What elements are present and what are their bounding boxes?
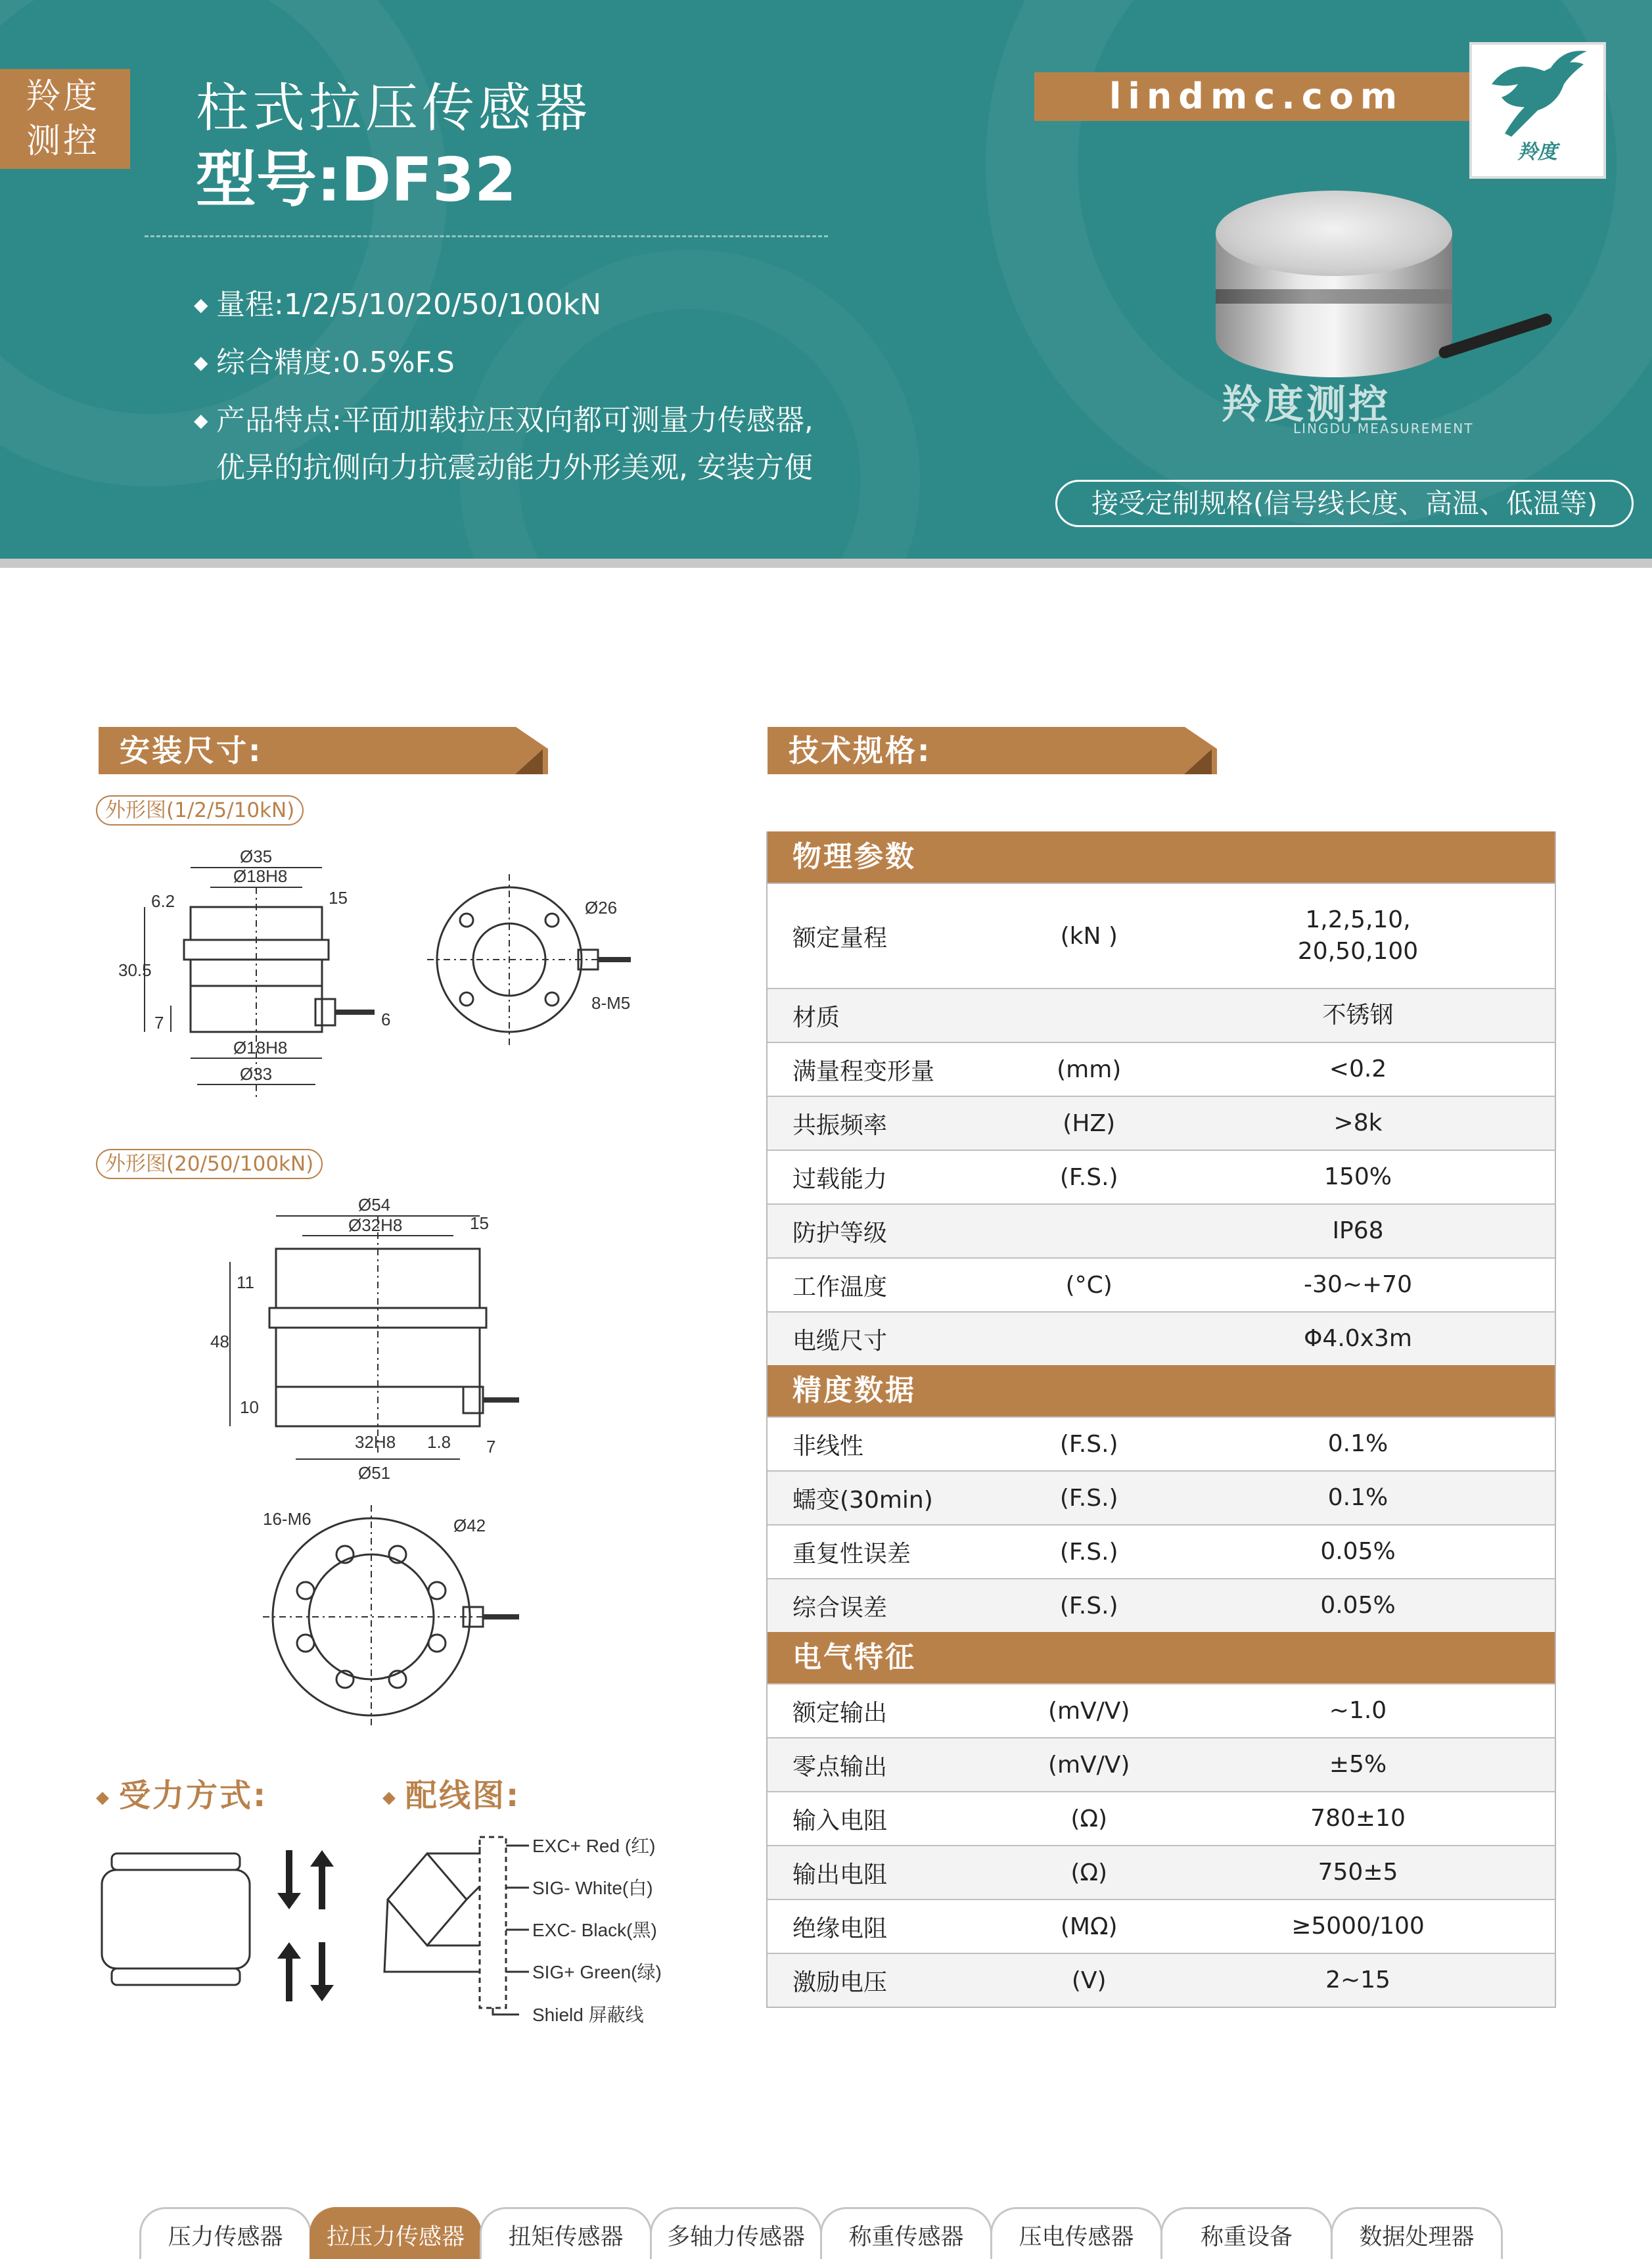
drawing-small-model bbox=[99, 835, 664, 1111]
tab-weighing-sensor[interactable]: 称重传感器 bbox=[820, 2207, 992, 2259]
spec-section-title: 技术规格: bbox=[768, 727, 1217, 774]
watermark: 羚度测控 bbox=[1222, 382, 1390, 428]
custom-spec-note: 接受定制规格(信号线长度、高温、低温等) bbox=[1055, 480, 1634, 527]
svg-text:1.8: 1.8 bbox=[427, 1432, 451, 1452]
svg-text:Ø35: Ø35 bbox=[240, 847, 273, 866]
tab-tension-compression-sensor[interactable]: 拉压力传感器 bbox=[310, 2207, 482, 2259]
spec-row: 绝缘电阻 (MΩ) ≥5000/100 bbox=[768, 1899, 1555, 1953]
svg-text:EXC+ Red (红): EXC+ Red (红) bbox=[532, 1836, 656, 1856]
svg-text:11: 11 bbox=[237, 1272, 254, 1292]
tab-multi-axis-sensor[interactable]: 多轴力传感器 bbox=[650, 2207, 822, 2259]
diamond-icon: ◆ bbox=[96, 1788, 111, 1807]
svg-text:7: 7 bbox=[154, 1013, 164, 1033]
spec-row: 重复性误差 (F.S.) 0.05% bbox=[768, 1524, 1555, 1578]
svg-text:15: 15 bbox=[329, 888, 348, 908]
spec-row: 综合误差 (F.S.) 0.05% bbox=[768, 1578, 1555, 1632]
svg-text:Ø18H8: Ø18H8 bbox=[233, 866, 288, 886]
spec-category: 物理参数 bbox=[768, 831, 1555, 883]
svg-text:Ø18H8: Ø18H8 bbox=[233, 1038, 288, 1058]
tab-pressure-sensor[interactable]: 压力传感器 bbox=[139, 2207, 311, 2259]
diamond-icon: ◆ bbox=[382, 1788, 398, 1807]
diamond-icon: ◆ bbox=[194, 294, 208, 315]
divider bbox=[145, 235, 828, 237]
website-url[interactable]: lindmc.com bbox=[1034, 72, 1479, 121]
feature-continuation: 优异的抗侧向力抗震动能力外形美观, 安装方便 bbox=[216, 451, 813, 484]
product-title: 柱式拉压传感器 bbox=[196, 78, 591, 139]
brand-line-2: 测控 bbox=[26, 122, 101, 161]
svg-text:30.5: 30.5 bbox=[118, 960, 152, 980]
svg-text:EXC- Black(黑): EXC- Black(黑) bbox=[532, 1920, 657, 1940]
diamond-icon: ◆ bbox=[194, 352, 208, 373]
spec-row: 零点输出 (mV/V) ±5% bbox=[768, 1737, 1555, 1791]
svg-text:15: 15 bbox=[470, 1213, 489, 1233]
svg-text:Ø33: Ø33 bbox=[240, 1064, 273, 1084]
spec-row: 防护等级 IP68 bbox=[768, 1203, 1555, 1257]
svg-text:Ø32H8: Ø32H8 bbox=[348, 1215, 403, 1235]
drawing-large-model bbox=[197, 1190, 565, 1729]
svg-text:SIG+ Green(绿): SIG+ Green(绿) bbox=[532, 1962, 662, 1982]
product-model: 型号:DF32 bbox=[196, 145, 517, 215]
header-banner bbox=[0, 0, 1652, 559]
spec-table bbox=[766, 831, 1556, 2008]
svg-text:6: 6 bbox=[381, 1010, 391, 1029]
svg-text:7: 7 bbox=[486, 1437, 496, 1456]
svg-text:48: 48 bbox=[210, 1332, 229, 1351]
spec-row: 蠕变(30min) (F.S.) 0.1% bbox=[768, 1470, 1555, 1524]
svg-text:32H8: 32H8 bbox=[355, 1432, 396, 1452]
svg-text:Shield 屏蔽线: Shield 屏蔽线 bbox=[532, 2005, 644, 2025]
watermark-sub: LINGDU MEASUREMENT bbox=[1293, 421, 1474, 436]
svg-text:Ø26: Ø26 bbox=[585, 898, 618, 918]
header-divider bbox=[0, 559, 1652, 568]
spec-row: 工作温度 (°C) -30~+70 bbox=[768, 1257, 1555, 1311]
antelope-logo-icon bbox=[1472, 45, 1603, 150]
diamond-icon: ◆ bbox=[194, 409, 208, 431]
spec-row: 输入电阻 (Ω) 780±10 bbox=[768, 1791, 1555, 1845]
logo-text: 羚度 bbox=[1518, 141, 1557, 164]
svg-text:SIG- White(白): SIG- White(白) bbox=[532, 1878, 653, 1898]
tab-torque-sensor[interactable]: 扭矩传感器 bbox=[480, 2207, 652, 2259]
feature-item: ◆ 综合精度:0.5%F.S bbox=[194, 334, 814, 392]
spec-row: 满量程变形量 (mm) <0.2 bbox=[768, 1042, 1555, 1096]
install-section-title: 安装尺寸: bbox=[99, 727, 548, 774]
tab-data-processor[interactable]: 数据处理器 bbox=[1331, 2207, 1503, 2259]
spec-row: 材质 不锈钢 bbox=[768, 988, 1555, 1042]
tab-piezo-sensor[interactable]: 压电传感器 bbox=[990, 2207, 1162, 2259]
spec-row: 电缆尺寸 Φ4.0x3m bbox=[768, 1311, 1555, 1365]
spec-row: 额定输出 (mV/V) ~1.0 bbox=[768, 1683, 1555, 1737]
spec-row: 输出电阻 (Ω) 750±5 bbox=[768, 1845, 1555, 1899]
category-tabs bbox=[139, 2207, 1501, 2259]
spec-row: 过载能力 (F.S.) 150% bbox=[768, 1150, 1555, 1203]
svg-text:Ø42: Ø42 bbox=[453, 1516, 486, 1535]
spec-category: 电气特征 bbox=[768, 1632, 1555, 1683]
spec-category: 精度数据 bbox=[768, 1365, 1555, 1416]
wiring-diagram bbox=[381, 1827, 690, 2038]
svg-text:16-M6: 16-M6 bbox=[263, 1509, 311, 1529]
brand-box bbox=[0, 69, 130, 169]
fig1-label: 外形图(1/2/5/10kN) bbox=[96, 795, 304, 826]
force-mode-title: ◆ 受力方式: bbox=[96, 1777, 268, 1814]
feature-item: ◆ 量程:1/2/5/10/20/50/100kN bbox=[194, 276, 814, 334]
fig2-label: 外形图(20/50/100kN) bbox=[96, 1149, 323, 1179]
brand-line-1: 羚度 bbox=[26, 77, 101, 116]
svg-text:Ø51: Ø51 bbox=[358, 1463, 391, 1483]
svg-text:6.2: 6.2 bbox=[151, 891, 175, 911]
brand-logo bbox=[1469, 42, 1606, 179]
svg-text:8-M5: 8-M5 bbox=[591, 993, 631, 1013]
svg-text:Ø54: Ø54 bbox=[358, 1195, 391, 1215]
svg-text:10: 10 bbox=[240, 1397, 259, 1417]
wiring-title: ◆ 配线图: bbox=[382, 1777, 521, 1814]
force-mode-diagram bbox=[92, 1844, 355, 2014]
feature-item: ◆ 产品特点:平面加载拉压双向都可测量力传感器, bbox=[194, 392, 814, 450]
feature-list bbox=[194, 276, 814, 497]
spec-row: 激励电压 (V) 2~15 bbox=[768, 1953, 1555, 2007]
spec-row: 非线性 (F.S.) 0.1% bbox=[768, 1416, 1555, 1470]
spec-row: 额定量程 (kN ) 1,2,5,10, 20,50,100 bbox=[768, 883, 1555, 988]
tab-weighing-equipment[interactable]: 称重设备 bbox=[1160, 2207, 1333, 2259]
spec-row: 共振频率 (HZ) >8k bbox=[768, 1096, 1555, 1150]
